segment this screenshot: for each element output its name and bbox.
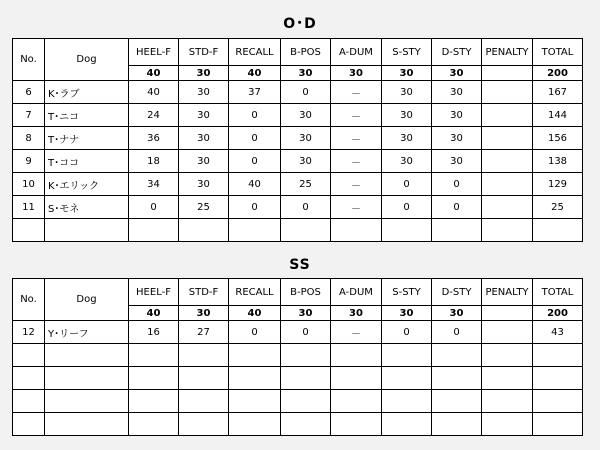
cell-s-sty bbox=[382, 219, 432, 242]
cell-recall bbox=[229, 344, 281, 367]
header-std-f: STD-F bbox=[179, 279, 229, 306]
header-b-pos: B-POS bbox=[281, 279, 331, 306]
cell-heel-f bbox=[129, 367, 179, 390]
cell-total bbox=[533, 413, 583, 436]
header-s-sty: S-STY bbox=[382, 279, 432, 306]
cell-recall: 0 bbox=[229, 150, 281, 173]
cell-s-sty bbox=[382, 413, 432, 436]
ss-section-title: SS bbox=[289, 257, 311, 273]
table-row bbox=[13, 413, 583, 436]
cell-no bbox=[13, 344, 45, 367]
cell-std-f: 30 bbox=[179, 127, 229, 150]
cell-std-f: 30 bbox=[179, 173, 229, 196]
header-no: No. bbox=[13, 39, 45, 81]
cell-total bbox=[533, 367, 583, 390]
cell-a-dum: － bbox=[331, 150, 382, 173]
cell-d-sty: 0 bbox=[432, 173, 482, 196]
header-row bbox=[13, 39, 583, 66]
header-total: TOTAL bbox=[533, 39, 583, 66]
cell-std-f bbox=[179, 367, 229, 390]
header-penalty: PENALTY bbox=[482, 279, 533, 306]
header-recall: RECALL bbox=[229, 279, 281, 306]
cell-heel-f bbox=[129, 344, 179, 367]
cell-a-dum bbox=[331, 344, 382, 367]
cell-penalty bbox=[482, 344, 533, 367]
cell-no: 7 bbox=[13, 104, 45, 127]
cell-s-sty: 30 bbox=[382, 81, 432, 104]
cell-d-sty: 30 bbox=[432, 127, 482, 150]
cell-a-dum: － bbox=[331, 173, 382, 196]
cell-heel-f: 34 bbox=[129, 173, 179, 196]
cell-penalty bbox=[482, 321, 533, 344]
max-b-pos: 30 bbox=[281, 306, 331, 321]
max-recall: 40 bbox=[229, 306, 281, 321]
cell-b-pos: 25 bbox=[281, 173, 331, 196]
cell-penalty bbox=[482, 367, 533, 390]
table-row bbox=[13, 150, 583, 173]
cell-a-dum: － bbox=[331, 196, 382, 219]
max-s-sty: 30 bbox=[382, 306, 432, 321]
cell-penalty bbox=[482, 413, 533, 436]
cell-dog: S･モネ bbox=[45, 196, 129, 219]
cell-dog: K･エリック bbox=[45, 173, 129, 196]
cell-no: 8 bbox=[13, 127, 45, 150]
header-a-dum: A-DUM bbox=[331, 279, 382, 306]
cell-heel-f bbox=[129, 390, 179, 413]
cell-heel-f bbox=[129, 413, 179, 436]
cell-b-pos bbox=[281, 344, 331, 367]
cell-recall bbox=[229, 413, 281, 436]
max-d-sty: 30 bbox=[432, 66, 482, 81]
cell-b-pos: 30 bbox=[281, 150, 331, 173]
cell-a-dum bbox=[331, 390, 382, 413]
cell-a-dum: － bbox=[331, 81, 382, 104]
cell-total: 25 bbox=[533, 196, 583, 219]
header-total: TOTAL bbox=[533, 279, 583, 306]
header-row bbox=[13, 279, 583, 306]
cell-d-sty: 30 bbox=[432, 81, 482, 104]
cell-d-sty: 0 bbox=[432, 196, 482, 219]
header-dog: Dog bbox=[45, 39, 129, 81]
cell-dog: K･ラブ bbox=[45, 81, 129, 104]
cell-dog: T･ニコ bbox=[45, 104, 129, 127]
cell-a-dum: － bbox=[331, 321, 382, 344]
cell-d-sty: 0 bbox=[432, 321, 482, 344]
header-penalty: PENALTY bbox=[482, 39, 533, 66]
max-s-sty: 30 bbox=[382, 66, 432, 81]
max-a-dum: 30 bbox=[331, 66, 382, 81]
cell-s-sty: 30 bbox=[382, 104, 432, 127]
cell-std-f: 30 bbox=[179, 81, 229, 104]
header-recall: RECALL bbox=[229, 39, 281, 66]
max-penalty bbox=[482, 306, 533, 321]
header-a-dum: A-DUM bbox=[331, 39, 382, 66]
cell-total: 43 bbox=[533, 321, 583, 344]
table-row bbox=[13, 81, 583, 104]
cell-d-sty bbox=[432, 413, 482, 436]
cell-b-pos: 0 bbox=[281, 81, 331, 104]
cell-total: 144 bbox=[533, 104, 583, 127]
header-b-pos: B-POS bbox=[281, 39, 331, 66]
cell-penalty bbox=[482, 390, 533, 413]
cell-penalty bbox=[482, 196, 533, 219]
cell-d-sty bbox=[432, 344, 482, 367]
cell-d-sty bbox=[432, 367, 482, 390]
cell-a-dum: － bbox=[331, 104, 382, 127]
cell-total: 167 bbox=[533, 81, 583, 104]
table-row bbox=[13, 173, 583, 196]
cell-b-pos: 30 bbox=[281, 127, 331, 150]
cell-std-f: 27 bbox=[179, 321, 229, 344]
max-penalty bbox=[482, 66, 533, 81]
max-heel-f: 40 bbox=[129, 66, 179, 81]
cell-heel-f bbox=[129, 219, 179, 242]
cell-s-sty: 0 bbox=[382, 196, 432, 219]
cell-no: 10 bbox=[13, 173, 45, 196]
cell-no bbox=[13, 219, 45, 242]
max-total: 200 bbox=[533, 66, 583, 81]
max-recall: 40 bbox=[229, 66, 281, 81]
cell-a-dum bbox=[331, 367, 382, 390]
header-heel-f: HEEL-F bbox=[129, 279, 179, 306]
cell-total: 156 bbox=[533, 127, 583, 150]
cell-dog: T･ナナ bbox=[45, 127, 129, 150]
table-row bbox=[13, 219, 583, 242]
cell-heel-f: 36 bbox=[129, 127, 179, 150]
table-row bbox=[13, 127, 583, 150]
cell-recall bbox=[229, 219, 281, 242]
cell-s-sty bbox=[382, 367, 432, 390]
od-score-table bbox=[12, 38, 583, 242]
cell-no: 11 bbox=[13, 196, 45, 219]
cell-total: 129 bbox=[533, 173, 583, 196]
cell-s-sty: 0 bbox=[382, 173, 432, 196]
table-row bbox=[13, 367, 583, 390]
cell-recall bbox=[229, 390, 281, 413]
cell-recall: 0 bbox=[229, 104, 281, 127]
cell-d-sty bbox=[432, 390, 482, 413]
cell-d-sty: 30 bbox=[432, 104, 482, 127]
max-total: 200 bbox=[533, 306, 583, 321]
max-b-pos: 30 bbox=[281, 66, 331, 81]
max-heel-f: 40 bbox=[129, 306, 179, 321]
cell-recall: 37 bbox=[229, 81, 281, 104]
max-std-f: 30 bbox=[179, 66, 229, 81]
cell-b-pos bbox=[281, 390, 331, 413]
cell-b-pos: 0 bbox=[281, 196, 331, 219]
max-a-dum: 30 bbox=[331, 306, 382, 321]
cell-no bbox=[13, 367, 45, 390]
table-row bbox=[13, 104, 583, 127]
header-d-sty: D-STY bbox=[432, 279, 482, 306]
cell-recall: 40 bbox=[229, 173, 281, 196]
cell-no bbox=[13, 413, 45, 436]
header-no: No. bbox=[13, 279, 45, 321]
cell-recall bbox=[229, 367, 281, 390]
table-row bbox=[13, 196, 583, 219]
cell-a-dum bbox=[331, 413, 382, 436]
cell-dog bbox=[45, 344, 129, 367]
od-section-title: O･D bbox=[283, 16, 317, 32]
table-row bbox=[13, 390, 583, 413]
ss-score-table bbox=[12, 278, 583, 436]
cell-std-f bbox=[179, 390, 229, 413]
cell-std-f bbox=[179, 344, 229, 367]
cell-heel-f: 40 bbox=[129, 81, 179, 104]
cell-b-pos bbox=[281, 413, 331, 436]
cell-penalty bbox=[482, 219, 533, 242]
max-d-sty: 30 bbox=[432, 306, 482, 321]
cell-s-sty: 30 bbox=[382, 150, 432, 173]
cell-total: 138 bbox=[533, 150, 583, 173]
cell-std-f bbox=[179, 219, 229, 242]
cell-b-pos: 30 bbox=[281, 104, 331, 127]
cell-a-dum: － bbox=[331, 127, 382, 150]
cell-penalty bbox=[482, 104, 533, 127]
header-dog: Dog bbox=[45, 279, 129, 321]
cell-no: 6 bbox=[13, 81, 45, 104]
cell-dog bbox=[45, 219, 129, 242]
cell-no: 12 bbox=[13, 321, 45, 344]
cell-recall: 0 bbox=[229, 321, 281, 344]
cell-std-f bbox=[179, 413, 229, 436]
header-std-f: STD-F bbox=[179, 39, 229, 66]
cell-dog: T･ココ bbox=[45, 150, 129, 173]
cell-penalty bbox=[482, 173, 533, 196]
header-heel-f: HEEL-F bbox=[129, 39, 179, 66]
cell-heel-f: 0 bbox=[129, 196, 179, 219]
cell-dog: Y･リーフ bbox=[45, 321, 129, 344]
cell-d-sty: 30 bbox=[432, 150, 482, 173]
cell-std-f: 30 bbox=[179, 150, 229, 173]
cell-dog bbox=[45, 367, 129, 390]
cell-penalty bbox=[482, 81, 533, 104]
cell-b-pos bbox=[281, 367, 331, 390]
cell-heel-f: 24 bbox=[129, 104, 179, 127]
cell-s-sty bbox=[382, 390, 432, 413]
cell-s-sty bbox=[382, 344, 432, 367]
cell-no: 9 bbox=[13, 150, 45, 173]
header-s-sty: S-STY bbox=[382, 39, 432, 66]
cell-total bbox=[533, 219, 583, 242]
cell-s-sty: 0 bbox=[382, 321, 432, 344]
table-row bbox=[13, 344, 583, 367]
cell-std-f: 25 bbox=[179, 196, 229, 219]
cell-total bbox=[533, 390, 583, 413]
cell-penalty bbox=[482, 127, 533, 150]
cell-dog bbox=[45, 413, 129, 436]
cell-penalty bbox=[482, 150, 533, 173]
cell-recall: 0 bbox=[229, 196, 281, 219]
cell-no bbox=[13, 390, 45, 413]
cell-total bbox=[533, 344, 583, 367]
cell-s-sty: 30 bbox=[382, 127, 432, 150]
cell-b-pos bbox=[281, 219, 331, 242]
cell-std-f: 30 bbox=[179, 104, 229, 127]
cell-a-dum bbox=[331, 219, 382, 242]
table-row bbox=[13, 321, 583, 344]
cell-b-pos: 0 bbox=[281, 321, 331, 344]
cell-dog bbox=[45, 390, 129, 413]
cell-heel-f: 16 bbox=[129, 321, 179, 344]
cell-recall: 0 bbox=[229, 127, 281, 150]
cell-d-sty bbox=[432, 219, 482, 242]
max-std-f: 30 bbox=[179, 306, 229, 321]
header-d-sty: D-STY bbox=[432, 39, 482, 66]
cell-heel-f: 18 bbox=[129, 150, 179, 173]
